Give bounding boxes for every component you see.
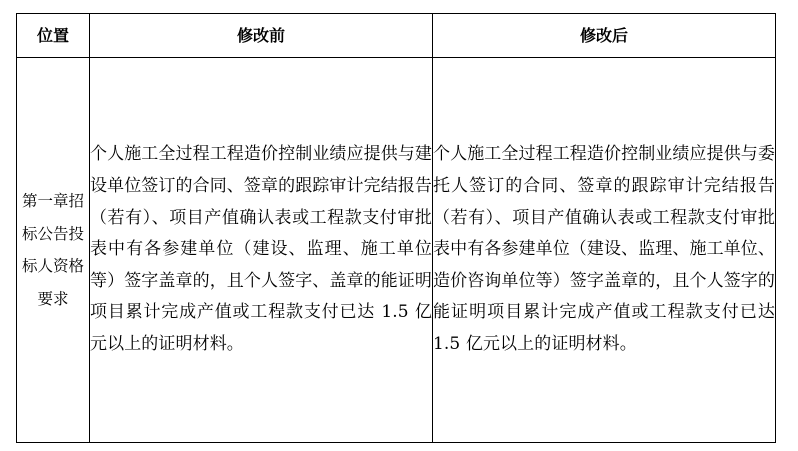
header-before: 修改前 [90,14,433,58]
position-cell [17,58,90,443]
after-text: 个人施工全过程工程造价控制业绩应提供与委托人签订的合同、签章的跟踪审计完结报告（若有）、项目产值确认表或工程款支付审批表中有各参建单位（建设、监理、施工单位、造价咨询单位等）签字盖章的，且个人签字的能证明项目累计完成产值或工程款支付已达 1.5 亿元以上的证明材料。 [433,144,775,354]
before-text: 个人施工全过程工程造价控制业绩应提供与建设单位签订的合同、签章的跟踪审计完结报告（若有）、项目产值确认表或工程款支付审批表中有各参建单位（建设、监理、施工单位等）签字盖章的，且个人签字、盖章的能证明项目累计完成产值或工程款支付已达 1.5 亿元以上的证明材料。 [90,144,432,354]
after-cell [433,58,776,443]
header-position: 位置 [17,14,90,58]
position-text: 第一章招标公告投标人资格要求 [21,192,84,308]
table-row [17,58,776,443]
header-row [17,14,776,58]
header-after: 修改后 [433,14,776,58]
comparison-table [16,13,776,443]
before-cell [90,58,433,443]
